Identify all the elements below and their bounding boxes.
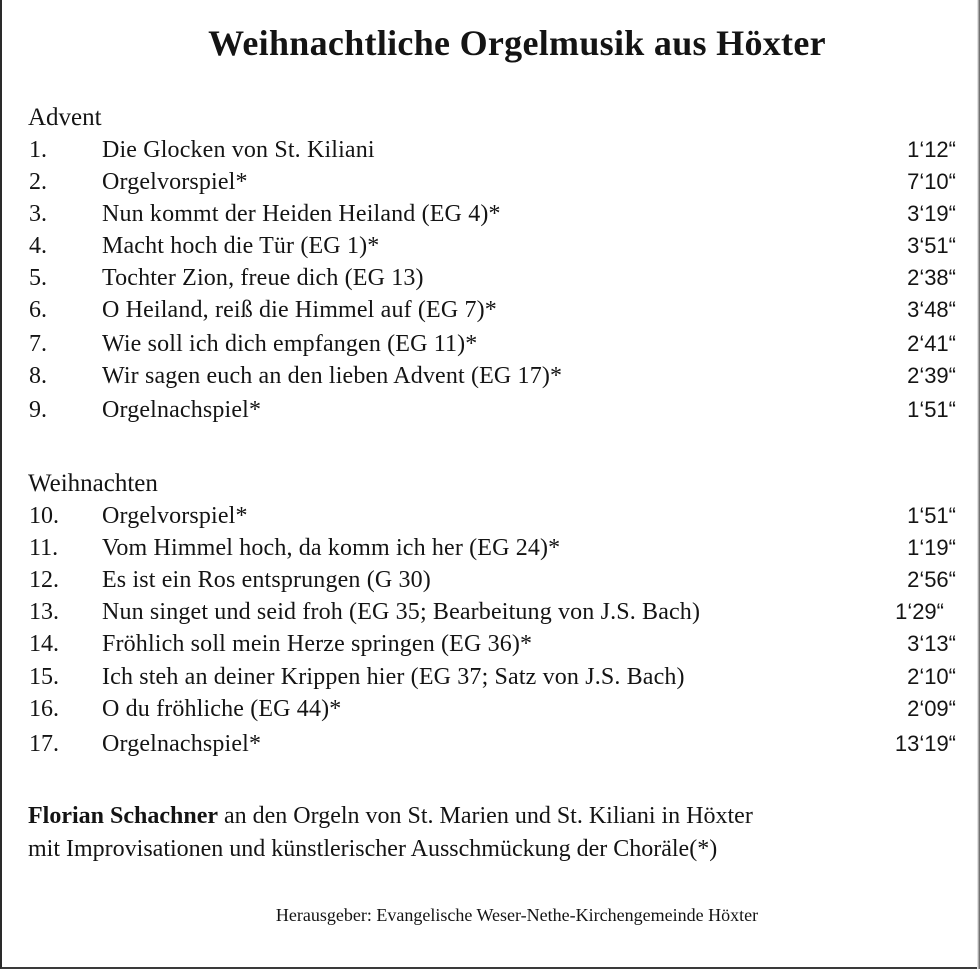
track-number: 9. <box>29 397 47 423</box>
track-number: 12. <box>29 567 59 593</box>
track-row <box>2 331 980 363</box>
track-row <box>2 265 980 297</box>
track-duration: 2‘09“ <box>907 696 956 721</box>
track-title: Nun singet und seid froh (EG 35; Bearbeitung von J.S. Bach) <box>102 599 701 625</box>
track-title: Ich steh an deiner Krippen hier (EG 37; Satz von J.S. Bach) <box>102 664 685 690</box>
credits-block <box>28 800 753 866</box>
track-duration: 2‘41“ <box>907 331 956 356</box>
track-row <box>2 397 980 429</box>
track-row <box>2 567 980 599</box>
track-title: Macht hoch die Tür (EG 1)* <box>102 233 380 259</box>
album-title: Weihnachtliche Orgelmusik aus Höxter <box>208 23 826 63</box>
track-duration: 1‘29“ <box>895 599 944 624</box>
credits-line-1-text: an den Orgeln von St. Marien und St. Kiliani in Höxter <box>218 803 753 829</box>
track-row <box>2 503 980 535</box>
track-number: 17. <box>29 731 59 757</box>
track-title: Vom Himmel hoch, da komm ich her (EG 24)* <box>102 535 561 561</box>
track-duration: 3‘51“ <box>907 233 956 258</box>
track-row <box>2 599 980 631</box>
track-row <box>2 233 980 265</box>
track-row <box>2 731 980 763</box>
track-row <box>2 201 980 233</box>
track-number: 3. <box>29 201 47 227</box>
track-duration: 1‘12“ <box>907 137 956 162</box>
track-duration: 3‘19“ <box>907 201 956 226</box>
track-duration: 7‘10“ <box>907 169 956 194</box>
track-title: Wie soll ich dich empfangen (EG 11)* <box>102 331 478 357</box>
track-duration: 1‘51“ <box>907 503 956 528</box>
track-number: 16. <box>29 696 59 722</box>
track-number: 7. <box>29 331 47 357</box>
track-duration: 13‘19“ <box>894 731 956 756</box>
track-number: 8. <box>29 363 47 389</box>
track-row <box>2 169 980 201</box>
track-duration: 1‘51“ <box>907 397 956 422</box>
track-number: 1. <box>29 137 47 163</box>
publisher-note: Herausgeber: Evangelische Weser-Nethe-Kirchengemeinde Höxter <box>275 905 759 925</box>
track-title: Orgelnachspiel* <box>102 731 262 757</box>
track-title: Orgelnachspiel* <box>102 397 262 423</box>
track-duration: 2‘39“ <box>907 363 956 388</box>
track-row <box>2 297 980 329</box>
track-title: Die Glocken von St. Kiliani <box>102 137 375 163</box>
track-number: 5. <box>29 265 47 291</box>
track-number: 15. <box>29 664 59 690</box>
track-duration: 3‘48“ <box>907 297 956 322</box>
track-duration: 3‘13“ <box>907 631 956 656</box>
track-duration: 2‘38“ <box>907 265 956 290</box>
track-number: 14. <box>29 631 59 657</box>
track-title: Tochter Zion, freue dich (EG 13) <box>102 265 424 291</box>
track-number: 4. <box>29 233 47 259</box>
track-title: Es ist ein Ros entsprungen (G 30) <box>102 567 431 593</box>
credits-line-2: mit Improvisationen und künstlerischer Ausschmückung der Choräle(*) <box>28 836 718 862</box>
track-title: Wir sagen euch an den lieben Advent (EG 17)* <box>102 363 563 389</box>
credits-line-1 <box>28 800 753 833</box>
track-number: 6. <box>29 297 47 323</box>
track-duration: 2‘10“ <box>907 664 956 689</box>
track-row <box>2 664 980 696</box>
track-row <box>2 363 980 395</box>
track-row <box>2 535 980 567</box>
track-number: 10. <box>29 503 59 529</box>
section-heading-advent: Advent <box>28 104 102 131</box>
track-number: 13. <box>29 599 59 625</box>
track-row <box>2 631 980 663</box>
track-title: O du fröhliche (EG 44)* <box>102 696 342 722</box>
track-title: Orgelvorspiel* <box>102 169 248 195</box>
track-title: O Heiland, reiß die Himmel auf (EG 7)* <box>102 297 497 323</box>
track-row <box>2 137 980 169</box>
track-number: 11. <box>29 535 59 561</box>
track-title: Nun kommt der Heiden Heiland (EG 4)* <box>102 201 501 227</box>
performer-name: Florian Schachner <box>28 803 218 829</box>
track-title: Orgelvorspiel* <box>102 503 248 529</box>
section-heading-weihnachten: Weihnachten <box>28 470 158 497</box>
track-duration: 1‘19“ <box>907 535 956 560</box>
track-number: 2. <box>29 169 47 195</box>
track-duration: 2‘56“ <box>907 567 956 592</box>
track-row <box>2 696 980 728</box>
track-title: Fröhlich soll mein Herze springen (EG 36)* <box>102 631 533 657</box>
